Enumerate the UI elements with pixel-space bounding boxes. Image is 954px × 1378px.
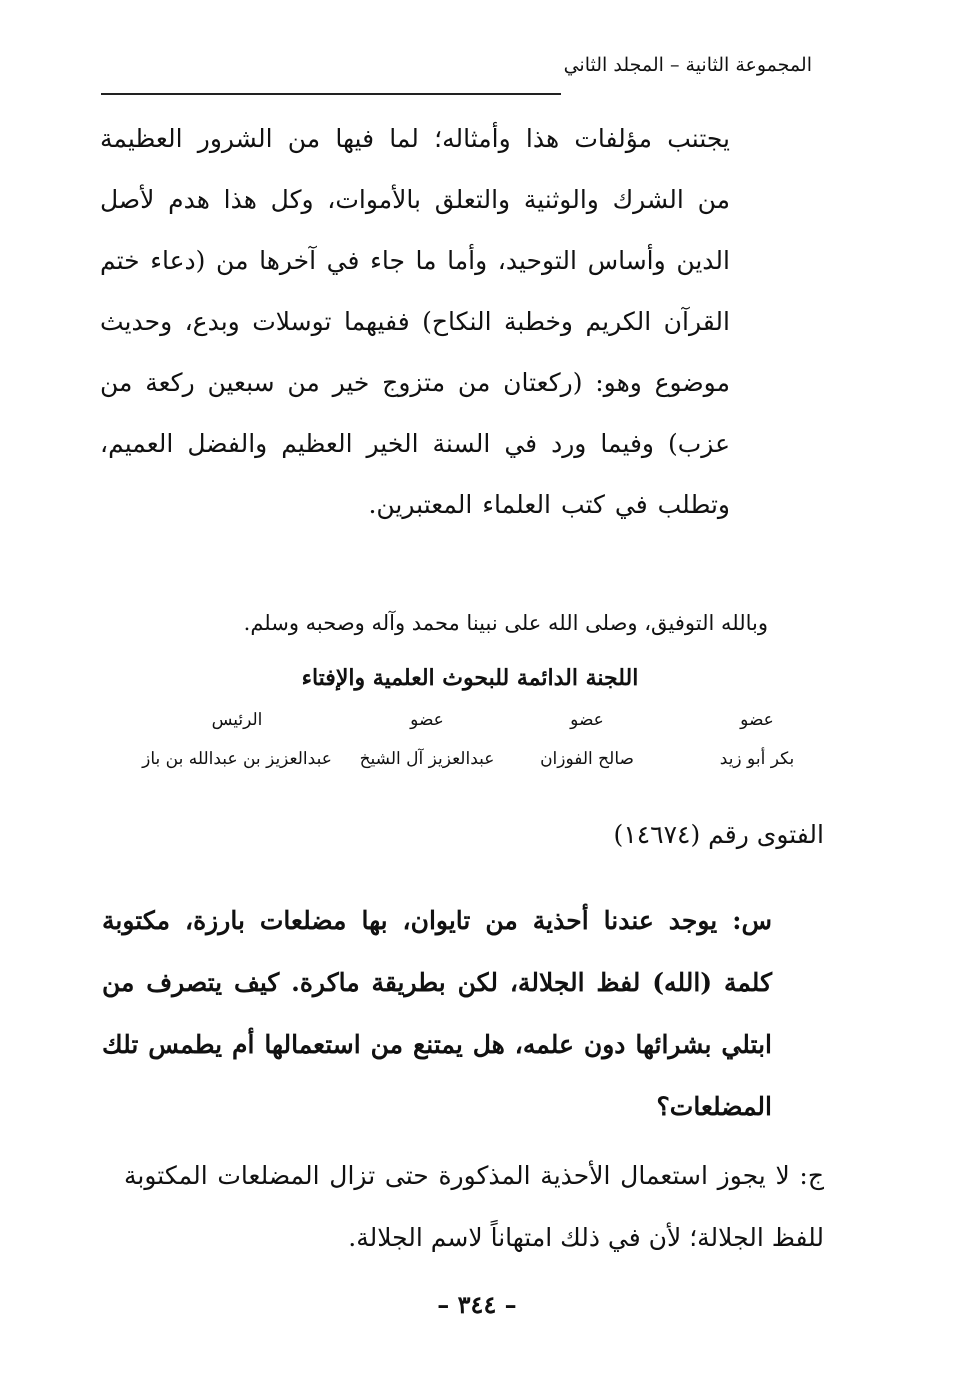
member-role: عضو bbox=[740, 710, 774, 730]
member-name: عبدالعزيز بن عبدالله بن باز bbox=[142, 749, 332, 769]
page-number: – ٣٤٤ – bbox=[437, 1290, 517, 1319]
member-role: عضو bbox=[570, 710, 604, 730]
running-header: المجموعة الثانية – المجلد الثاني bbox=[563, 54, 812, 76]
member-role: عضو bbox=[410, 710, 444, 730]
body-paragraph: يجتنب مؤلفات هذا وأمثاله؛ لما فيها من الشرور العظيمة من الشرك والوثنية والتعلق بالأموات، وكل هذا هدم لأصل الدين وأساس التوحيد، وأما ما جاء في آخرها من (دعاء ختم القرآن الكريم وخطبة النكاح) ففيهما توسلات وبدع، وحديث موضوع وهو: (ركعتان من متزوج خير من سبعين ركعة من عزب) وفيما ورد في السنة الخير العظيم والفضل العميم، وتطلب في كتب العلماء المعتبرين. bbox=[100, 124, 730, 519]
member-name: بكر أبو زيد bbox=[719, 749, 795, 769]
member-1 bbox=[702, 708, 812, 770]
member-3 bbox=[342, 708, 512, 770]
member-name: صالح الفوزان bbox=[540, 749, 634, 769]
fatwa-answer: ج: لا يجوز استعمال الأحذية المذكورة حتى تزال المضلعات المكتوبة للفظ الجلالة؛ لأن في ذلك امتهاناً لاسم الجلالة. bbox=[124, 1161, 824, 1252]
closing-line: وبالله التوفيق، وصلى الله على نبينا محمد وآله وصحبه وسلم. bbox=[243, 611, 768, 635]
member-role: الرئيس bbox=[211, 710, 263, 730]
fatwa-question: س: يوجد عندنا أحذية من تايوان، بها مضلعات بارزة، مكتوبة كلمة (الله) لفظ الجلالة، لكن بطريقة ماكرة. كيف يتصرف من ابتلي بشرائها دون علمه، هل يمتنع من استعمالها أم يطمس تلك المضلعات؟ bbox=[102, 906, 772, 1121]
header-rule bbox=[101, 93, 561, 95]
committee-members bbox=[132, 708, 812, 798]
member-4 bbox=[132, 708, 342, 770]
member-2 bbox=[522, 708, 652, 770]
member-name: عبدالعزيز آل الشيخ bbox=[359, 749, 495, 769]
committee-title: اللجنة الدائمة للبحوث العلمية والإفتاء bbox=[301, 665, 639, 691]
fatwa-number: الفتوى رقم (١٤٦٧٤) bbox=[613, 820, 824, 849]
